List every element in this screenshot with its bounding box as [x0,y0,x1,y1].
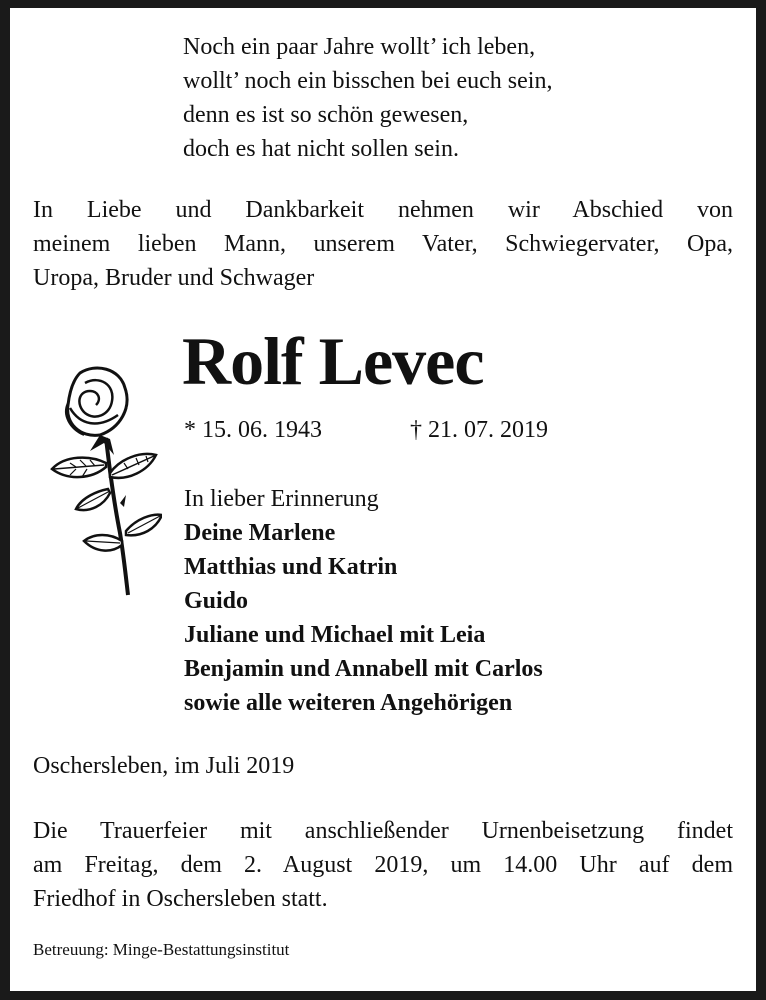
mourner-name: Juliane und Michael mit Leia [184,622,486,648]
obituary-card [10,8,756,991]
funeral-notice [33,814,733,916]
intro-text [33,193,733,295]
funeral-line: Die Trauerfeier mit anschließender Urnenbeisetzung findet [33,818,733,844]
funeral-home-credit: Betreuung: Minge-Bestattungsinstitut [33,940,290,959]
intro-line: Uropa, Bruder und Schwager [33,265,315,291]
memory-heading: In lieber Erinnerung [184,486,379,512]
mourner-name: Benjamin und Annabell mit Carlos [184,656,543,682]
mourner-name: sowie alle weiteren Angehörigen [184,690,513,716]
death-date: † 21. 07. 2019 [410,417,548,443]
poem [183,30,552,166]
funeral-line: am Freitag, dem 2. August 2019, um 14.00 Uhr auf dem [33,852,733,878]
rose-icon [40,363,162,598]
place-date: Oschersleben, im Juli 2019 [33,753,295,779]
intro-line: meinem lieben Mann, unserem Vater, Schwiegervater, Opa, [33,231,733,257]
mourner-name: Guido [184,588,249,614]
memory-section [184,482,543,720]
poem-line: doch es hat nicht sollen sein. [183,136,459,162]
deceased-name: Rolf Levec [182,323,484,399]
funeral-line: Friedhof in Oschersleben statt. [33,886,328,912]
mourner-name: Matthias und Katrin [184,554,398,580]
life-dates [184,413,548,447]
intro-line: In Liebe und Dankbarkeit nehmen wir Abschied von [33,197,733,223]
birth-date: * 15. 06. 1943 [184,417,322,443]
poem-line: wollt’ noch ein bisschen bei euch sein, [183,68,553,94]
poem-line: denn es ist so schön gewesen, [183,102,469,128]
mourner-name: Deine Marlene [184,520,336,546]
poem-line: Noch ein paar Jahre wollt’ ich leben, [183,34,536,60]
